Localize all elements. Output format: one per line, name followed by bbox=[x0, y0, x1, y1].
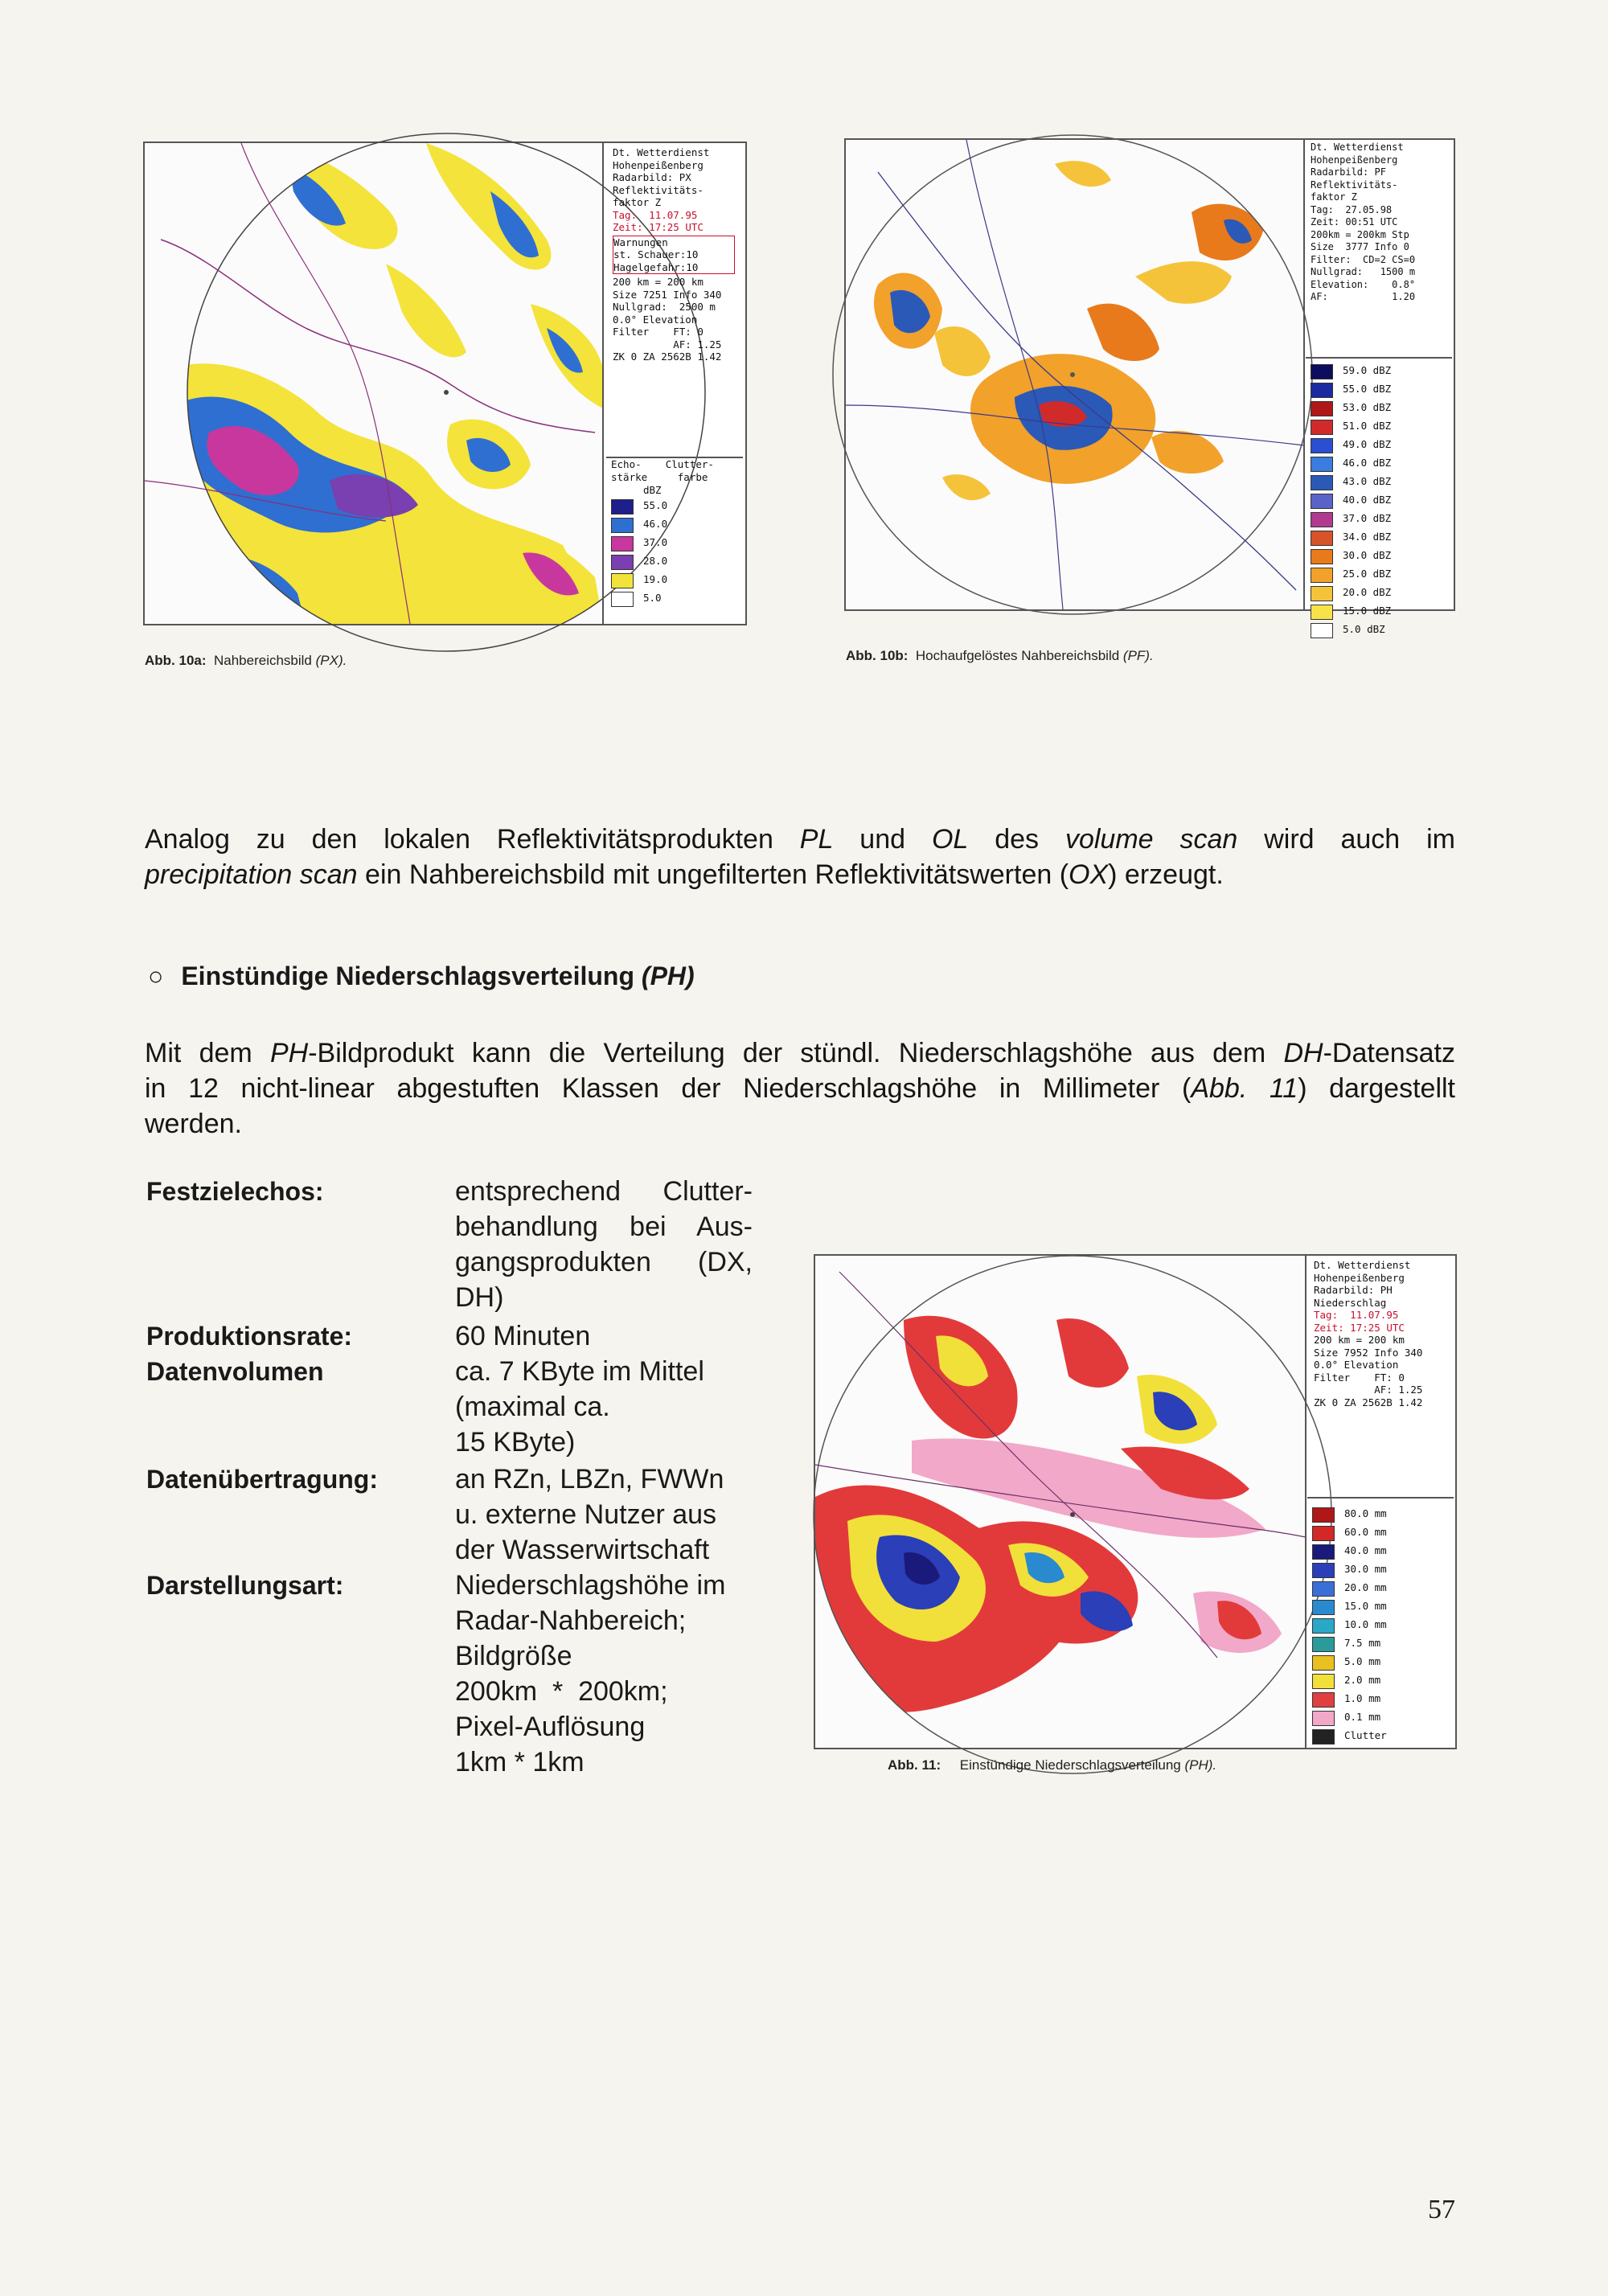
legend-swatch bbox=[1311, 457, 1333, 472]
caption-10a bbox=[145, 653, 347, 669]
legend-label: 59.0 dBZ bbox=[1343, 364, 1392, 376]
legend-swatch bbox=[1312, 1692, 1335, 1708]
legend-10a bbox=[606, 457, 743, 619]
def-line: 15 KByte) bbox=[455, 1427, 576, 1458]
def-line: entsprechend Clutter- bbox=[455, 1176, 753, 1207]
section-bullet-icon: ○ bbox=[148, 961, 164, 990]
def-line: der Wasserwirtschaft bbox=[455, 1535, 710, 1565]
legend-label: 7.5 mm bbox=[1344, 1637, 1381, 1649]
legend-row bbox=[1306, 399, 1452, 417]
legend-swatch bbox=[1311, 568, 1333, 583]
text-run: ) erzeugt. bbox=[1108, 859, 1224, 890]
figure-ref: Abb. 11 bbox=[1191, 1073, 1298, 1104]
caption-11 bbox=[888, 1757, 1216, 1773]
legend-swatch bbox=[1312, 1674, 1335, 1689]
warn-line: st. Schauer:10 bbox=[613, 248, 699, 260]
info-line: 200 km = 200 km bbox=[1314, 1334, 1405, 1346]
def-line: 60 Minuten bbox=[455, 1321, 591, 1351]
legend-label: 53.0 dBZ bbox=[1343, 401, 1392, 413]
zeit-value: 17:25 UTC bbox=[649, 221, 704, 233]
info-line: Size 7952 Info 340 bbox=[1314, 1346, 1423, 1359]
legend-label: 20.0 mm bbox=[1344, 1581, 1387, 1593]
panel-line: Niederschlag bbox=[1314, 1296, 1387, 1309]
legend-label: 20.0 dBZ bbox=[1343, 586, 1392, 598]
legend-swatch bbox=[1311, 364, 1333, 379]
panel-date bbox=[613, 209, 741, 222]
legend-swatch bbox=[611, 499, 634, 515]
caption-prefix: Abb. 10b: bbox=[846, 648, 909, 663]
def-value-festzielechos bbox=[455, 1174, 753, 1315]
paragraph-2-line-3: werden. bbox=[145, 1109, 242, 1139]
legend-label: 1.0 mm bbox=[1344, 1692, 1381, 1704]
legend-label: 15.0 dBZ bbox=[1343, 605, 1392, 617]
legend-swatch bbox=[1311, 401, 1333, 416]
caption-code: (PH). bbox=[1184, 1757, 1217, 1773]
legend-row bbox=[1306, 454, 1452, 473]
def-value-datenuebertragung bbox=[455, 1462, 753, 1568]
legend-row bbox=[1306, 621, 1452, 639]
legend-label: 19.0 bbox=[643, 573, 668, 585]
caption-code: (PX). bbox=[315, 653, 347, 668]
legend-row bbox=[1306, 473, 1452, 491]
legend-11 bbox=[1307, 1497, 1454, 1745]
legend-swatch bbox=[1311, 494, 1333, 509]
legend-row bbox=[1307, 1634, 1454, 1653]
info-panel-10b bbox=[1311, 141, 1450, 304]
legend-row bbox=[1306, 380, 1452, 399]
legend-swatch bbox=[1311, 438, 1333, 453]
legend-label: 30.0 dBZ bbox=[1343, 549, 1392, 561]
legend-swatch bbox=[1312, 1581, 1335, 1597]
def-line: Niederschlagshöhe im bbox=[455, 1570, 726, 1601]
legend-swatch bbox=[1312, 1637, 1335, 1652]
text-run: -Bildprodukt kann die Verteilung der stündl. Niederschlagshöhe aus dem bbox=[308, 1038, 1284, 1068]
tag-value: 11.07.95 bbox=[1350, 1309, 1399, 1321]
panel-line: Elevation: 0.8° bbox=[1311, 278, 1416, 290]
legend-label: 2.0 mm bbox=[1344, 1674, 1381, 1686]
def-term-festzielechos: Festzielechos: bbox=[146, 1177, 324, 1206]
panel-line: Radarbild: PF bbox=[1311, 166, 1386, 178]
panel-line: Radarbild: PX bbox=[613, 171, 691, 183]
figure-11 bbox=[814, 1254, 1457, 1749]
paragraph-1-line-2 bbox=[145, 857, 1455, 892]
text-run: Analog zu den lokalen Reflektivitätsprodukten bbox=[145, 824, 800, 855]
legend-unit: dBZ bbox=[643, 484, 662, 496]
paragraph-1 bbox=[145, 822, 1455, 892]
legend-swatch bbox=[611, 555, 634, 570]
legend-row bbox=[1306, 547, 1452, 565]
legend-rows bbox=[1306, 362, 1452, 639]
legend-row bbox=[1307, 1690, 1454, 1708]
panel-line: Reflektivitäts- bbox=[1311, 178, 1398, 191]
def-value-darstellungsart bbox=[455, 1568, 753, 1780]
legend-label: 37.0 dBZ bbox=[1343, 512, 1392, 524]
paragraph-1-line-1 bbox=[145, 822, 1455, 857]
legend-row bbox=[1306, 510, 1452, 528]
panel-line: Radarbild: PH bbox=[1314, 1284, 1393, 1296]
tag-value: 11.07.95 bbox=[649, 208, 698, 221]
caption-10b bbox=[846, 648, 1154, 664]
legend-swatch bbox=[611, 592, 634, 607]
panel-time bbox=[1314, 1322, 1452, 1335]
legend-row bbox=[1306, 584, 1452, 602]
legend-label: 55.0 dBZ bbox=[1343, 383, 1392, 395]
def-term-datenuebertragung: Datenübertragung: bbox=[146, 1465, 378, 1494]
legend-row bbox=[1307, 1653, 1454, 1671]
legend-rows bbox=[1307, 1505, 1454, 1745]
panel-line: Filter: CD=2 CS=0 bbox=[1311, 253, 1416, 265]
info-line: AF: 1.25 bbox=[613, 338, 722, 351]
paragraph-2-line-1 bbox=[145, 1035, 1455, 1071]
panel-line: Dt. Wetterdienst bbox=[613, 146, 710, 158]
legend-row bbox=[1307, 1579, 1454, 1597]
info-line: Filter FT: 0 bbox=[613, 326, 704, 338]
legend-label: 37.0 bbox=[643, 536, 668, 548]
legend-head: Echo- Clutter- bbox=[611, 458, 714, 470]
legend-swatch bbox=[1312, 1618, 1335, 1634]
legend-label: 5.0 dBZ bbox=[1343, 623, 1385, 635]
caption-text: Nahbereichsbild bbox=[213, 653, 316, 668]
def-line: 200km * 200km; bbox=[455, 1676, 668, 1707]
legend-label: 40.0 mm bbox=[1344, 1544, 1387, 1556]
legend-row bbox=[1307, 1523, 1454, 1542]
legend-swatch bbox=[611, 518, 634, 533]
legend-label: 46.0 dBZ bbox=[1343, 457, 1392, 469]
def-term-produktionsrate: Produktionsrate: bbox=[146, 1322, 353, 1351]
legend-row bbox=[1306, 362, 1452, 380]
legend-row bbox=[606, 515, 743, 534]
panel-line: Zeit: 00:51 UTC bbox=[1311, 216, 1398, 228]
page-number: 57 bbox=[1428, 2195, 1455, 2224]
legend-row bbox=[1307, 1727, 1454, 1745]
product-code: PH bbox=[269, 1038, 309, 1068]
panel-line: AF: 1.20 bbox=[1311, 291, 1416, 302]
legend-label: 10.0 mm bbox=[1344, 1618, 1387, 1630]
legend-swatch bbox=[1312, 1729, 1335, 1745]
zeit-label: Zeit: bbox=[613, 221, 643, 233]
legend-row bbox=[606, 534, 743, 552]
warn-box bbox=[613, 236, 735, 275]
legend-swatch bbox=[1311, 420, 1333, 435]
def-line: an RZn, LBZn, FWWn bbox=[455, 1464, 724, 1494]
legend-row bbox=[1307, 1560, 1454, 1579]
product-code: OL bbox=[931, 824, 969, 855]
legend-swatch bbox=[1312, 1655, 1335, 1671]
def-line: Pixel-Auflösung bbox=[455, 1712, 646, 1742]
def-line: behandlung bei Aus- bbox=[455, 1212, 753, 1242]
panel-line: Size 3777 Info 0 bbox=[1311, 241, 1409, 252]
product-code: DH bbox=[1283, 1038, 1323, 1068]
warn-line: Hagelgefahr:10 bbox=[613, 260, 699, 273]
panel-line: Dt. Wetterdienst bbox=[1314, 1259, 1411, 1271]
legend-swatch bbox=[1311, 586, 1333, 601]
legend-label: 43.0 dBZ bbox=[1343, 475, 1392, 487]
def-term-datenvolumen: Datenvolumen bbox=[146, 1357, 324, 1386]
def-line: 1km * 1km bbox=[455, 1747, 585, 1777]
info-line: Size 7251 Info 340 bbox=[613, 288, 722, 301]
legend-swatch bbox=[611, 573, 634, 588]
legend-row bbox=[1306, 491, 1452, 510]
text-run: wird auch im bbox=[1237, 824, 1456, 855]
panel-line: Dt. Wetterdienst bbox=[1311, 141, 1404, 153]
tag-label: Tag: bbox=[613, 208, 638, 221]
legend-row bbox=[1307, 1671, 1454, 1690]
def-line: ca. 7 KByte im Mittel bbox=[455, 1356, 704, 1387]
legend-rows bbox=[606, 497, 743, 608]
caption-code: (PF). bbox=[1122, 648, 1154, 663]
caption-prefix: Abb. 11: bbox=[888, 1757, 941, 1773]
legend-label: 0.1 mm bbox=[1344, 1711, 1381, 1723]
def-term-darstellungsart: Darstellungsart: bbox=[146, 1571, 344, 1600]
legend-swatch bbox=[1312, 1507, 1335, 1523]
legend-label: 80.0 mm bbox=[1344, 1507, 1387, 1519]
info-line: AF: 1.25 bbox=[1314, 1384, 1423, 1396]
legend-row bbox=[606, 552, 743, 571]
section-title: Einstündige Niederschlagsverteilung bbox=[181, 961, 642, 990]
legend-swatch bbox=[1311, 605, 1333, 620]
info-panel-10a bbox=[613, 146, 741, 363]
legend-label: 55.0 bbox=[643, 499, 668, 511]
warn-line: Warnungen bbox=[613, 236, 668, 248]
legend-label: 40.0 dBZ bbox=[1343, 494, 1392, 506]
legend-label: 60.0 mm bbox=[1344, 1526, 1387, 1538]
def-line: u. externe Nutzer aus bbox=[455, 1499, 717, 1530]
legend-swatch bbox=[1312, 1600, 1335, 1615]
term: volume scan bbox=[1064, 824, 1238, 855]
legend-label: 30.0 mm bbox=[1344, 1563, 1387, 1575]
panel-line: faktor Z bbox=[613, 196, 662, 208]
term: precipitation scan bbox=[145, 859, 358, 890]
legend-label: 28.0 bbox=[643, 555, 668, 567]
figure-10a bbox=[143, 141, 747, 625]
info-line: 200 km = 200 km bbox=[613, 276, 704, 288]
info-line: ZK 0 ZA 2562B 1.42 bbox=[1314, 1396, 1423, 1408]
panel-date bbox=[1314, 1309, 1452, 1322]
text-run: ein Nahbereichsbild mit ungefilterten Reflektivitätswerten ( bbox=[357, 859, 1069, 890]
tag-label: Tag: bbox=[1314, 1309, 1339, 1321]
legend-row bbox=[1307, 1616, 1454, 1634]
info-line: 0.0° Elevation bbox=[613, 313, 698, 326]
panel-line: Hohenpeißenberg bbox=[1314, 1271, 1405, 1284]
panel-line: Tag: 27.05.98 bbox=[1311, 203, 1393, 215]
legend-label: 49.0 dBZ bbox=[1343, 438, 1392, 450]
section-code: (PH) bbox=[641, 961, 695, 990]
legend-row bbox=[1307, 1597, 1454, 1616]
legend-swatch bbox=[1312, 1711, 1335, 1726]
legend-swatch bbox=[1311, 475, 1333, 490]
panel-time bbox=[613, 221, 741, 234]
legend-row bbox=[606, 497, 743, 515]
legend-label: 5.0 bbox=[643, 592, 662, 604]
panel-line: Reflektivitäts- bbox=[613, 183, 704, 196]
legend-swatch bbox=[1312, 1526, 1335, 1541]
legend-row bbox=[1306, 565, 1452, 584]
legend-swatch bbox=[611, 536, 634, 551]
legend-label: 51.0 dBZ bbox=[1343, 420, 1392, 432]
product-code: OX bbox=[1069, 859, 1109, 890]
legend-label: Clutter bbox=[1344, 1729, 1387, 1741]
legend-10b bbox=[1306, 357, 1452, 639]
legend-swatch bbox=[1311, 383, 1333, 398]
legend-swatch bbox=[1311, 512, 1333, 527]
text-run: in 12 nicht-linear abgestuften Klassen der Niederschlagshöhe in Millimeter ( bbox=[145, 1073, 1192, 1104]
legend-swatch bbox=[1311, 623, 1333, 638]
info-line: Filter FT: 0 bbox=[1314, 1371, 1405, 1384]
legend-swatch bbox=[1311, 549, 1333, 564]
zeit-label: Zeit: bbox=[1314, 1321, 1344, 1334]
paragraph-2 bbox=[145, 1035, 1455, 1142]
text-run: und bbox=[833, 824, 932, 855]
caption-text: Einstündige Niederschlagsverteilung bbox=[959, 1757, 1185, 1773]
panel-line: Nullgrad: 1500 m bbox=[1311, 266, 1416, 277]
def-value-produktionsrate bbox=[455, 1318, 753, 1354]
legend-label: 15.0 mm bbox=[1344, 1600, 1387, 1612]
legend-row bbox=[1306, 602, 1452, 621]
legend-row bbox=[1306, 528, 1452, 547]
def-line: DH) bbox=[455, 1282, 504, 1313]
def-line: Bildgröße bbox=[455, 1641, 572, 1671]
text-run: des bbox=[968, 824, 1065, 855]
legend-row bbox=[1307, 1505, 1454, 1523]
legend-head: stärke farbe bbox=[611, 471, 708, 483]
def-line: (maximal ca. bbox=[455, 1392, 610, 1422]
legend-row bbox=[1306, 436, 1452, 454]
legend-row bbox=[1306, 417, 1452, 436]
panel-line: Hohenpeißenberg bbox=[1311, 154, 1398, 166]
legend-swatch bbox=[1312, 1563, 1335, 1578]
legend-swatch bbox=[1312, 1544, 1335, 1560]
info-panel-11 bbox=[1314, 1259, 1452, 1408]
legend-label: 34.0 dBZ bbox=[1343, 531, 1392, 543]
legend-row bbox=[606, 571, 743, 589]
caption-prefix: Abb. 10a: bbox=[145, 653, 207, 668]
def-value-datenvolumen bbox=[455, 1354, 753, 1460]
legend-swatch bbox=[1311, 531, 1333, 546]
text-run: -Datensatz bbox=[1323, 1038, 1455, 1068]
info-line: Nullgrad: 2500 m bbox=[613, 301, 716, 313]
info-line: 0.0° Elevation bbox=[1314, 1359, 1399, 1371]
text-run: ) dargestellt bbox=[1298, 1073, 1456, 1104]
panel-line: Hohenpeißenberg bbox=[613, 158, 704, 171]
caption-text: Hochaufgelöstes Nahbereichsbild bbox=[915, 648, 1123, 663]
zeit-value: 17:25 UTC bbox=[1350, 1321, 1405, 1334]
legend-label: 46.0 bbox=[643, 518, 668, 530]
def-line: Radar-Nahbereich; bbox=[455, 1605, 687, 1636]
section-heading bbox=[148, 961, 695, 991]
paragraph-2-line-2 bbox=[145, 1071, 1455, 1106]
panel-line: 200km = 200km Stp bbox=[1311, 228, 1409, 240]
figure-10b bbox=[844, 138, 1455, 635]
legend-label: 5.0 mm bbox=[1344, 1655, 1381, 1667]
legend-row bbox=[1307, 1542, 1454, 1560]
product-code: PL bbox=[799, 824, 834, 855]
legend-row bbox=[1307, 1708, 1454, 1727]
text-run: Mit dem bbox=[145, 1038, 270, 1068]
legend-label: 25.0 dBZ bbox=[1343, 568, 1392, 580]
def-line: gangsprodukten (DX, bbox=[455, 1247, 753, 1277]
info-line: ZK 0 ZA 2562B 1.42 bbox=[613, 351, 722, 363]
legend-row bbox=[606, 589, 743, 608]
panel-line: faktor Z bbox=[1311, 191, 1357, 203]
